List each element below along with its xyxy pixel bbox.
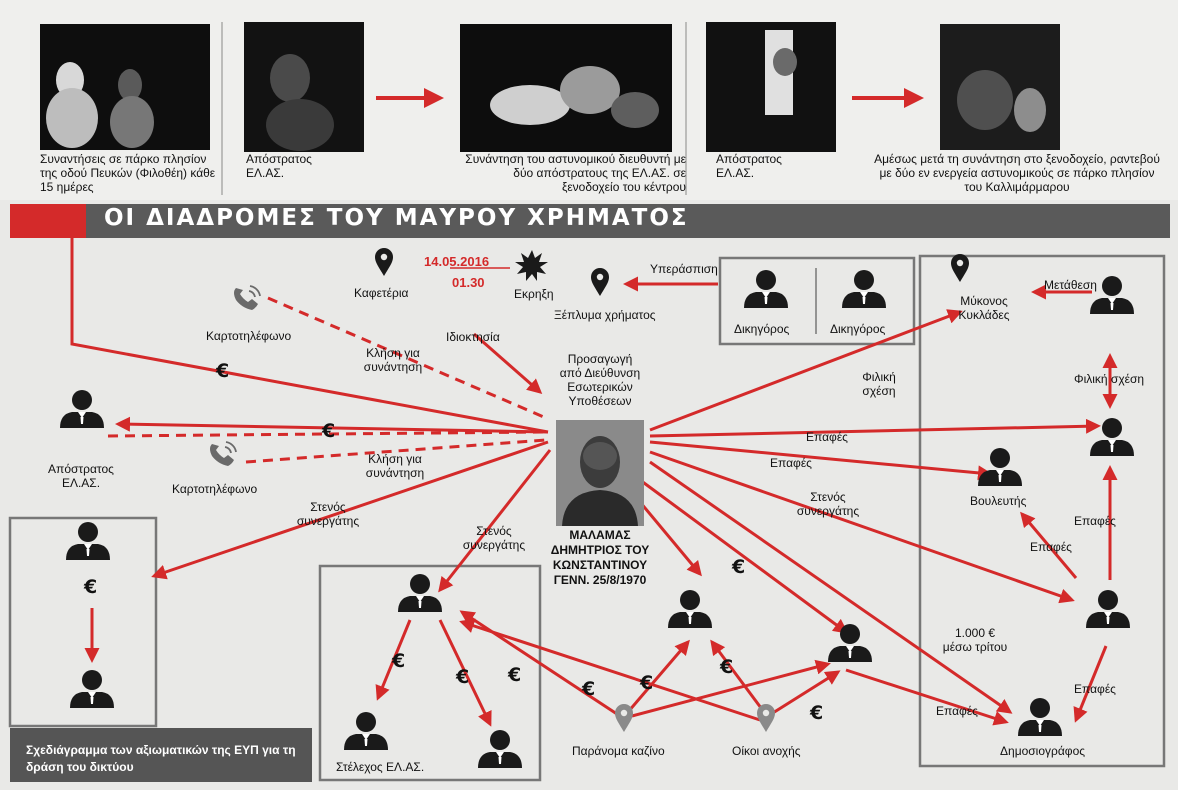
photo-retired-1 [244, 22, 364, 152]
friendly-2-label: Φιλική σχέση [1074, 372, 1145, 386]
card-phone-2-icon [210, 442, 236, 466]
euro-sign-5: € [456, 666, 470, 688]
caption-retired-1: Απόστρατος ΕΛ.ΑΣ. [246, 152, 312, 180]
arrow-contacts-journalist-2 [846, 670, 1006, 722]
caption-text: Σχεδιάγραμμα των αξιωματικών της ΕΥΠ για τη δράση του δικτύου [26, 743, 296, 774]
euro-sign-7: € [582, 678, 596, 700]
euro-sign-3: € [84, 576, 98, 598]
left-box-top-person-icon [66, 522, 110, 560]
lawyer-1-label: Δικηγόρος [734, 322, 790, 336]
contacts-5-label: Επαφές [1074, 682, 1116, 696]
casino-pin-icon [615, 704, 633, 732]
bottom-box-person-icon [398, 574, 442, 612]
cafe-pin-icon [375, 248, 393, 276]
lawyer-2-person-icon [842, 270, 886, 308]
explosion-icon [515, 250, 548, 281]
arrow-contacts-right [650, 426, 1098, 436]
via-third-label: 1.000 € μέσω τρίτου [942, 626, 1008, 654]
arrow-friendly-mykonos [650, 312, 960, 430]
euro-sign-6: € [508, 664, 522, 686]
brothels-label: Οίκοι ανοχής [732, 744, 801, 758]
contacts-4-label: Επαφές [1030, 540, 1072, 554]
person-friendly-icon [1090, 418, 1134, 456]
mp-label: Βουλευτής [970, 494, 1027, 508]
photo-hotel [460, 24, 672, 152]
card-phone-2-label: Καρτοτηλέφωνο [172, 482, 258, 496]
friendly-1-label: Φιλική σχέση [862, 370, 896, 398]
title-accent [10, 204, 86, 238]
euro-sign-2: € [322, 420, 336, 442]
officer-1-person-icon [344, 712, 388, 750]
lawyer-1-person-icon [744, 270, 788, 308]
suspect-name-label: ΜΑΛΑΜΑΣ ΔΗΜΗΤΡΙΟΣ ΤΟΥ ΚΩΝΣΤΑΝΤΙΝΟΥ ΓΕΝΝ. 25/8/1970 [550, 528, 650, 587]
euro-sign-10: € [732, 556, 746, 578]
journalist-label: Δημοσιογράφος [1000, 744, 1086, 758]
date-label: 14.05.2016 [424, 254, 490, 269]
caption-park-meetings: Συναντήσεις σε πάρκο πλησίον της οδού Πευκών (Φιλοθέη) κάθε 15 ημέρες [40, 152, 216, 194]
contacts-6-label: Επαφές [936, 704, 978, 718]
caption-hotel-meeting: Συνάντηση του αστυνομικού διευθυντή με δύο απόστρατους της ΕΛ.ΑΣ. σε ξενοδοχείο του κέντρου [465, 152, 686, 194]
card-phone-1-label: Καρτοτηλέφωνο [206, 329, 292, 343]
card-phone-1-icon [234, 286, 260, 310]
close-assoc-3-label: Στενός συνεργάτης [796, 490, 860, 518]
brothels-pin-icon [757, 704, 775, 732]
casino-label: Παράνομα καζίνο [572, 744, 665, 758]
officer-2-person-icon [478, 730, 522, 768]
photo-park [40, 24, 210, 150]
call-2-label: Κλήση για συνάντηση [365, 452, 425, 480]
suspect-photo [556, 420, 644, 526]
arrow-brothels-to-box [462, 622, 760, 720]
journalist-person-icon [1018, 698, 1062, 736]
photo-retired-2 [706, 22, 836, 152]
caption-kallimarmaro: Αμέσως μετά τη συνάντηση στο ξενοδοχείο, ραντεβού με δύο εν ενεργεία αστυνομικούς σε πάρκο πλησίον του Καλλιμάρμαρου [874, 152, 1160, 194]
arrow-to-bottom-box [440, 450, 550, 590]
person-contacts-icon [1086, 590, 1130, 628]
euro-sign-9: € [720, 656, 734, 678]
close-assoc-2-label: Στενός συνεργάτης [462, 524, 526, 552]
mykonos-label: Μύκονος Κυκλάδες [958, 294, 1010, 322]
contacts-2-label: Επαφές [770, 456, 812, 470]
photo-kallimarmaro-park [940, 24, 1060, 150]
arrow-casino-to-mid [628, 642, 688, 712]
retired-left-label: Απόστρατος ΕΛ.ΑΣ. [48, 462, 114, 490]
lawyer-2-label: Δικηγόρος [830, 322, 886, 336]
explosion-label: Εκρηξη [514, 287, 554, 301]
page-title: ΟΙ ΔΙΑΔΡΟΜΕΣ ΤΟΥ ΜΑΥΡΟΥ ΧΡΗΜΑΤΟΣ [104, 205, 689, 231]
money-laundering-pin-icon [591, 268, 609, 296]
close-assoc-1-label: Στενός συνεργάτης [296, 500, 360, 528]
mp-person-icon [978, 448, 1022, 486]
transfer-label: Μετάθεση [1044, 278, 1097, 292]
contacts-1-label: Επαφές [806, 430, 848, 444]
caption-retired-2: Απόστρατος ΕΛ.ΑΣ. [716, 152, 782, 180]
call-1-label: Κλήση για συνάντηση [363, 346, 423, 374]
contacts-3-label: Επαφές [1074, 514, 1116, 528]
euro-sign-4: € [392, 650, 406, 672]
retired-left-person-icon [60, 390, 104, 428]
time-label: 01.30 [452, 275, 485, 290]
mykonos-pin-icon [951, 254, 969, 282]
euro-sign-1: € [216, 360, 230, 382]
ownership-label: Ιδιοκτησία [446, 330, 500, 344]
right-network-box [920, 256, 1164, 766]
cafe-label: Καφετέρια [354, 286, 409, 300]
arrest-label: Προσαγωγή από Διεύθυνση Εσωτερικών Υποθέσεων [559, 352, 641, 408]
euro-sign-11: € [810, 702, 824, 724]
officer-label: Στέλεχος ΕΛ.ΑΣ. [336, 760, 425, 774]
left-box-bottom-person-icon [70, 670, 114, 708]
right-mid-person-icon [828, 624, 872, 662]
euro-sign-8: € [640, 672, 654, 694]
mid-person-icon [668, 590, 712, 628]
defense-label: Υπεράσπιση [650, 262, 718, 276]
money-laundering-label: Ξέπλυμα χρήματος [554, 308, 656, 322]
